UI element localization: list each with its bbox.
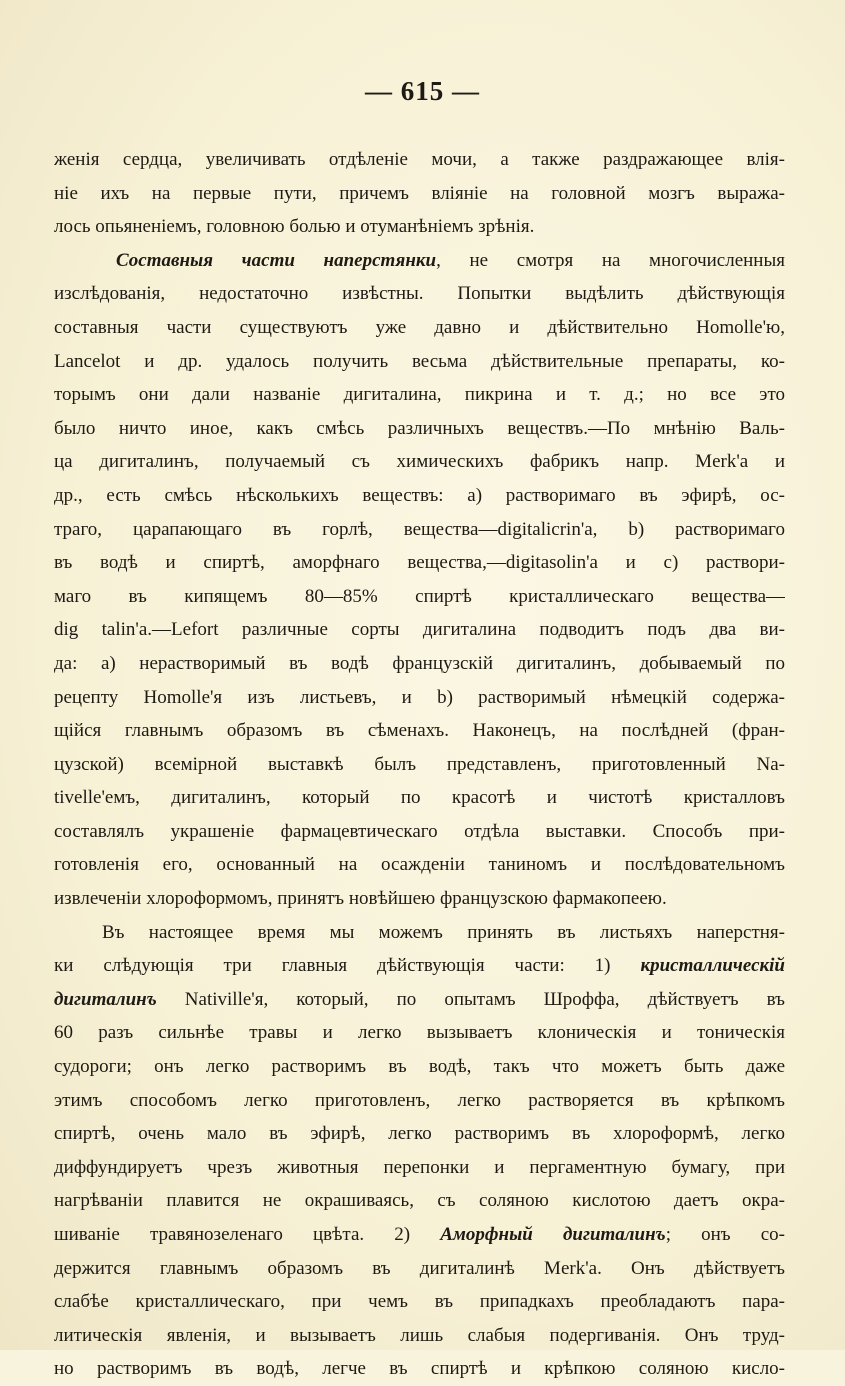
text-line: слабѣе кристаллическаго, при чемъ въ припадкахъ преобладаютъ пара- <box>54 1291 785 1313</box>
text-block <box>54 143 785 1386</box>
line-rest: Nativille'я, который, по опытамъ Шроффа, дѣйствуетъ въ <box>156 988 785 1010</box>
italic-term: Составныя части наперстянки <box>116 249 437 271</box>
line-pre: шиваніе травянозеленаго цвѣта. 2) <box>54 1224 441 1245</box>
text-line: составныя части существуютъ уже давно и дѣйствительно Homolle'ю, <box>54 316 785 338</box>
text-line: было ничто иное, какъ смѣсь различныхъ веществъ.—По мнѣнію Валь- <box>54 417 785 439</box>
italic-term: дигиталинъ <box>54 988 157 1010</box>
paragraph-3 <box>54 916 785 1386</box>
text-line: 60 разъ сильнѣе травы и легко вызываетъ клоническія и тоническія <box>54 1022 785 1044</box>
text-line <box>54 244 785 278</box>
text-line: нагрѣваніи плавится не окрашиваясь, съ соляною кислотою даетъ окра- <box>54 1190 785 1212</box>
text-line: траго, царапающаго въ горлѣ, вещества—digitalicrin'a, b) растворимаго <box>54 518 785 540</box>
text-line: ніе ихъ на первые пути, причемъ вліяніе на головной мозгъ выража- <box>54 182 785 204</box>
text-line: tivelle'емъ, дигиталинъ, который по красотѣ и чистотѣ кристалловъ <box>54 787 785 809</box>
text-line <box>54 949 785 983</box>
text-line: да: a) нерастворимый въ водѣ французскій дигиталинъ, добываемый по <box>54 652 785 674</box>
text-line: диффундируетъ чрезъ животныя перепонки и пергаментную бумагу, при <box>54 1156 785 1178</box>
text-line: держится главнымъ образомъ въ дигиталинѣ Merk'a. Онъ дѣйствуетъ <box>54 1257 785 1279</box>
text-line: въ водѣ и спиртѣ, аморфнаго вещества,—digitasolin'a и c) раствори- <box>54 552 785 574</box>
text-line: литическія явленія, и вызываетъ лишь слабыя подергиванія. Онъ труд- <box>54 1324 785 1346</box>
italic-term: Аморфный дигиталинъ <box>440 1224 666 1245</box>
line-pre: ки слѣдующія три главныя дѣйствующія части: 1) <box>54 955 641 977</box>
text-line: Lancelot и др. удалось получить весьма дѣйствительные препараты, ко- <box>54 350 785 372</box>
line-rest: , не смотря на многочисленныя <box>436 249 785 271</box>
text-line <box>54 1218 785 1252</box>
text-line <box>54 983 785 1017</box>
line-rest: ; онъ со- <box>665 1224 785 1245</box>
text-line: ца дигиталинъ, получаемый съ химическихъ фабрикъ напр. Merk'a и <box>54 451 785 473</box>
text-line: изслѣдованія, недостаточно извѣстны. Попытки выдѣлить дѣйствующія <box>54 283 785 305</box>
text-line: щійся главнымъ образомъ въ сѣменахъ. Наконецъ, на послѣдней (фран- <box>54 720 785 742</box>
text-line: этимъ способомъ легко приготовленъ, легко растворяется въ крѣпкомъ <box>54 1089 785 1111</box>
paragraph-1 <box>54 143 785 244</box>
text-line: торымъ они дали названіе дигиталина, пикрина и т. д.; но все это <box>54 384 785 406</box>
page-number: — 615 — <box>365 76 480 106</box>
text-line: цузской) всемірной выставкѣ былъ представленъ, приготовленный Na- <box>54 753 785 775</box>
text-line: Въ настоящее время мы можемъ принять въ листьяхъ наперстня- <box>102 921 785 943</box>
text-line: лось опьяненіемъ, головною болью и отуманѣніемъ зрѣнія. <box>54 216 535 238</box>
text-line: извлеченіи хлороформомъ, принятъ новѣйшею французскою фармакопеею. <box>54 888 667 910</box>
text-line: маго въ кипящемъ 80—85% спиртѣ кристаллическаго вещества— <box>54 585 785 607</box>
italic-term: кристаллическій <box>640 955 785 977</box>
text-line: судороги; онъ легко растворимъ въ водѣ, такъ что можетъ быть даже <box>54 1056 785 1078</box>
paragraph-2 <box>54 244 785 916</box>
text-line: готовленія его, основанный на осажденіи таниномъ и послѣдовательномъ <box>54 854 785 876</box>
text-line: но растворимъ въ водѣ, легче въ спиртѣ и крѣпкою соляною кисло- <box>54 1358 785 1380</box>
text-line: составлялъ украшеніе фармацевтическаго отдѣла выставки. Способъ при- <box>54 820 785 842</box>
text-line: рецепту Homolle'я изъ листьевъ, и b) растворимый нѣмецкій содержа- <box>54 686 785 708</box>
text-line: женія сердца, увеличивать отдѣленіе мочи, а также раздражающее влія- <box>54 149 785 170</box>
text-line: dig talin'a.—Lefort различные сорты дигиталина подводитъ подъ два ви- <box>54 619 785 641</box>
text-line: спиртѣ, очень мало въ эфирѣ, легко растворимъ въ хлороформѣ, легко <box>54 1123 785 1145</box>
text-line: др., есть смѣсь нѣсколькихъ веществъ: a) растворимаго въ эфирѣ, ос- <box>54 484 785 506</box>
